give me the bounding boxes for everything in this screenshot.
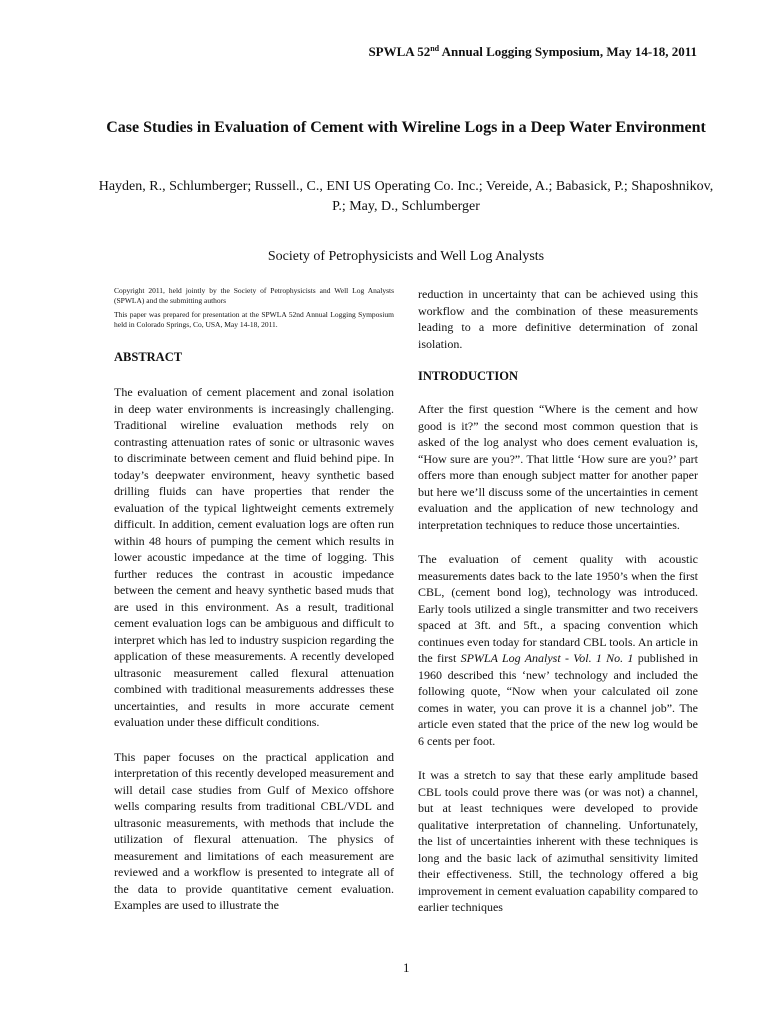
- paragraph-2-text-b: published in 1960 described this ‘new’ technology and included the following quote, “Now when your calculated oil zone comes in water, you can prove it is a channel job”. The article even stated that the price of the new log would be 6 cents per foot.: [418, 651, 698, 748]
- left-column: [114, 286, 394, 914]
- paper-title: Case Studies in Evaluation of Cement with Wireline Logs in a Deep Water Environment: [106, 119, 706, 136]
- introduction-paragraph-3: It was a stretch to say that these early amplitude based CBL tools could prove there was (or was not) a channel, but at least techniques were developed to provide qualitative interpretation of channeling. Unfortunately, the list of uncertainties inherent with these techniques is long and the basic lack of azimuthal sensitivity limited their effectiveness. Still, the technology offered a big improvement in cement evaluation capability compared to earlier techniques: [418, 768, 698, 914]
- abstract-heading: ABSTRACT: [114, 350, 183, 364]
- running-header: [368, 44, 697, 60]
- header-superscript: nd: [430, 44, 440, 53]
- author-list: Hayden, R., Schlumberger; Russell., C., ENI US Operating Co. Inc.; Vereide, A.; Babasick, P.; Shaposhnikov, P.; May, D., Schlumberger: [98, 179, 714, 214]
- copyright-notice: Copyright 2011, held jointly by the Society of Petrophysicists and Well Log Analysts (SPWLA) and the submitting authors: [114, 286, 394, 305]
- paragraph-2-text-a: The evaluation of cement quality with acoustic measurements dates back to the late 1950’s when the first CBL, (cement bond log), technology was introduced. Early tools utilized a single transmitter and two receivers spaced at 3ft. and 5ft., a spacing convention which continues even today for standard CBL tools. An article in the first: [418, 552, 698, 665]
- abstract-paragraph-2: This paper focuses on the practical application and interpretation of this recently developed measurement and will detail case studies from Gulf of Mexico offshore wells comparing results from traditional CBL/VDL and ultrasonic measurements, with methods that include the utilization of flexural attenuation. The physics of measurement and limitations of each measurement are reviewed and a workflow is presented to integrate all of the data to provide quantitative cement evaluation. Examples are used to illustrate the: [114, 749, 394, 912]
- society-name: Society of Petrophysicists and Well Log Analysts: [267, 249, 545, 264]
- right-column: [418, 286, 698, 916]
- introduction-paragraph-1: After the first question “Where is the cement and how good is it?” the second most common question that is asked of the log analyst who does cement evaluation is, “How sure are you?”. That little ‘How sure are you?’ part offers more than enough subject matter for another paper but here we’ll discuss some of the uncertainties in cement evaluation and the application of new technology and interpretation techniques to reduce those uncertainties.: [418, 402, 698, 532]
- header-suffix: Annual Logging Symposium, May 14-18, 2011: [439, 44, 697, 59]
- abstract-continuation: reduction in uncertainty that can be achieved using this workflow and the combination of these measurements leading to a more definitive determination of zonal isolation.: [418, 287, 698, 351]
- introduction-paragraph-2: [418, 551, 698, 749]
- presentation-notice: This paper was prepared for presentation at the SPWLA 52nd Annual Logging Symposium held in Colorado Springs, Co, USA, May 14-18, 2011.: [114, 310, 394, 329]
- journal-citation: SPWLA Log Analyst - Vol. 1 No. 1: [460, 651, 634, 665]
- page-number: 1: [403, 960, 410, 975]
- introduction-heading: INTRODUCTION: [418, 369, 519, 383]
- abstract-paragraph-1: The evaluation of cement placement and zonal isolation in deep water environments is increasingly challenging. Traditional wireline evaluation methods rely on contrasting attenuation rates of sonic or ultrasonic waves to discriminate between cement and fluid behind pipe. In today’s deepwater environment, heavy synthetic based drilling fluids can have properties that render the evaluation of the typical lightweight cements extremely difficult. In addition, cement evaluation logs are often run within 48 hours of pumping the cement which results in lower acoustic impedance at the time of logging. This further reduces the contrast in acoustic impedance between the cement and heavy synthetic based muds that are used in this environment. As a result, traditional cement evaluation logs can be ambiguous and difficult to interpret which has led to industry suspicion regarding the application of these measurements. A recently developed ultrasonic measurement called flexural attenuation combined with traditional measurements addresses these uncertainties, and results in more accurate cement evaluation under these difficult conditions.: [114, 385, 394, 729]
- header-prefix: SPWLA 52: [368, 44, 431, 59]
